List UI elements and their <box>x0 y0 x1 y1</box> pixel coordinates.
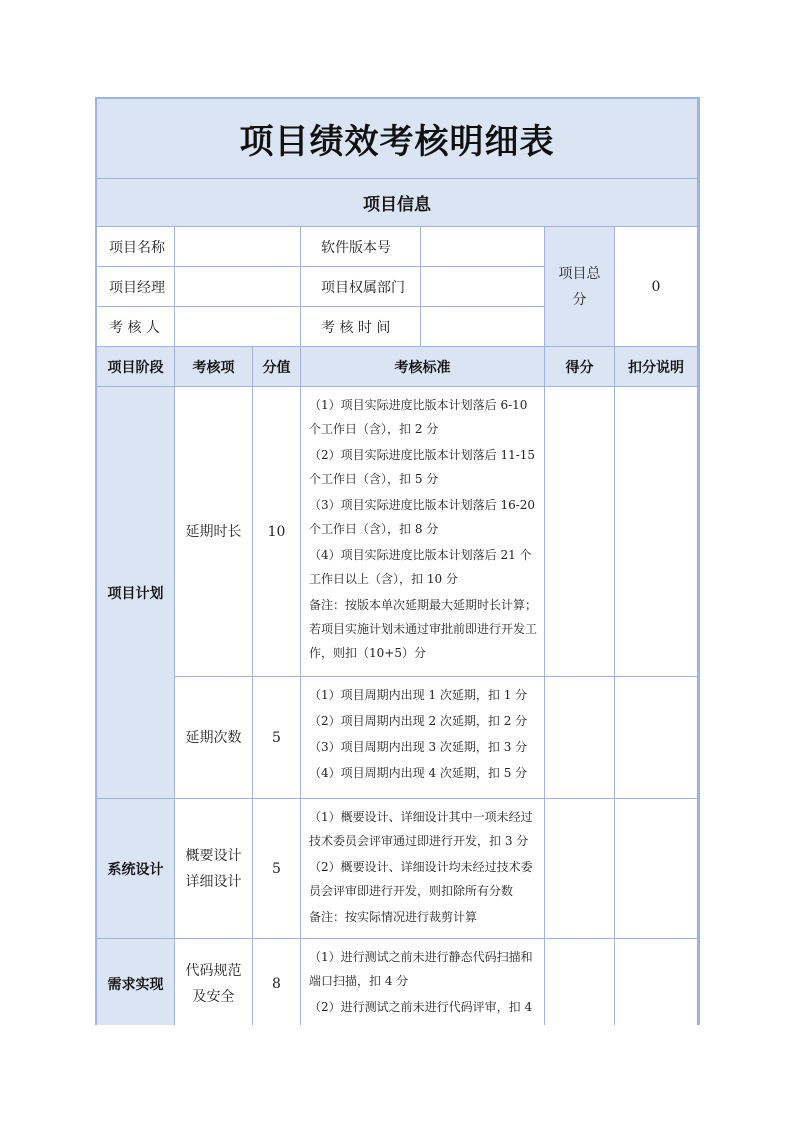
criteria-line: （3）项目实际进度比版本计划落后 16-20 个工作日（含），扣 8 分 <box>309 498 536 536</box>
stage-cell: 需求实现 <box>97 939 175 1025</box>
criteria-list <box>309 393 538 667</box>
review-time-label: 考 核 时 间 <box>301 307 421 347</box>
criteria-line: （3）项目周期内出现 3 次延期，扣 3 分 <box>309 740 528 754</box>
score-input[interactable] <box>545 677 615 799</box>
item-score: 10 <box>253 387 301 677</box>
criteria-line: （4）项目周期内出现 4 次延期，扣 5 分 <box>309 766 528 780</box>
criteria-list <box>309 805 538 931</box>
reviewer-field[interactable] <box>175 307 301 347</box>
project-manager-field[interactable] <box>175 267 301 307</box>
version-label: 软件版本号 <box>301 227 421 267</box>
item-name: 延期次数 <box>175 677 253 799</box>
stage-cell: 系统设计 <box>97 799 175 939</box>
dept-field[interactable] <box>421 267 545 307</box>
deduct-note-input[interactable] <box>615 799 698 939</box>
review-time-field[interactable] <box>421 307 545 347</box>
reviewer-label: 考 核 人 <box>97 307 175 347</box>
criteria-cell <box>301 677 545 799</box>
deduct-note-input[interactable] <box>615 677 698 799</box>
project-manager-label: 项目经理 <box>97 267 175 307</box>
criteria-line: 备注：按版本单次延期最大延期时长计算；若项目实施计划未通过审批前即进行开发工作，则扣（10+5）分 <box>309 598 538 660</box>
col-stage: 项目阶段 <box>97 347 175 387</box>
stage-cell: 项目计划 <box>97 387 175 799</box>
criteria-line: （2）项目实际进度比版本计划落后 11-15 个工作日（含），扣 5 分 <box>309 448 536 486</box>
criteria-list <box>309 945 538 1021</box>
item-name: 代码规范及安全 <box>175 939 253 1025</box>
criteria-cell <box>301 939 545 1025</box>
score-input[interactable] <box>545 387 615 677</box>
col-got: 得分 <box>545 347 615 387</box>
page-title: 项目绩效考核明细表 <box>97 99 698 179</box>
col-criteria: 考核标准 <box>301 347 545 387</box>
item-name: 概要设计详细设计 <box>175 799 253 939</box>
item-score: 5 <box>253 677 301 799</box>
criteria-cell <box>301 799 545 939</box>
total-score-label: 项目总分 <box>545 227 615 347</box>
item-score: 5 <box>253 799 301 939</box>
version-field[interactable] <box>421 227 545 267</box>
project-name-label: 项目名称 <box>97 227 175 267</box>
criteria-line: 备注：按实际情况进行裁剪计算 <box>309 910 478 924</box>
total-score-value: 0 <box>615 227 698 347</box>
criteria-list <box>309 683 527 787</box>
score-input[interactable] <box>545 939 615 1025</box>
item-score: 8 <box>253 939 301 1025</box>
criteria-line: （1）项目周期内出现 1 次延期，扣 1 分 <box>309 688 528 702</box>
criteria-line: （1）概要设计、详细设计其中一项未经过技术委员会评审通过即进行开发，扣 3 分 <box>309 810 533 848</box>
col-item: 考核项 <box>175 347 253 387</box>
criteria-line: （1）项目实际进度比版本计划落后 6-10 个工作日（含），扣 2 分 <box>309 398 528 436</box>
criteria-cell <box>301 387 545 677</box>
section-title: 项目信息 <box>97 179 698 227</box>
deduct-note-input[interactable] <box>615 939 698 1025</box>
criteria-line: （2）项目周期内出现 2 次延期，扣 2 分 <box>309 714 528 728</box>
project-name-field[interactable] <box>175 227 301 267</box>
deduct-note-input[interactable] <box>615 387 698 677</box>
col-deduct-note: 扣分说明 <box>615 347 698 387</box>
item-name: 延期时长 <box>175 387 253 677</box>
assessment-sheet <box>95 97 700 1025</box>
criteria-line: （2）进行测试之前未进行代码评审，扣 4 <box>309 1000 533 1014</box>
score-input[interactable] <box>545 799 615 939</box>
criteria-line: （1）进行测试之前未进行静态代码扫描和端口扫描，扣 4 分 <box>309 950 533 988</box>
criteria-line: （4）项目实际进度比版本计划落后 21 个工作日以上（含），扣 10 分 <box>309 548 532 586</box>
col-score: 分值 <box>253 347 301 387</box>
dept-label: 项目权属部门 <box>301 267 421 307</box>
criteria-line: （2）概要设计、详细设计均未经过技术委员会评审即进行开发，则扣除所有分数 <box>309 860 533 898</box>
